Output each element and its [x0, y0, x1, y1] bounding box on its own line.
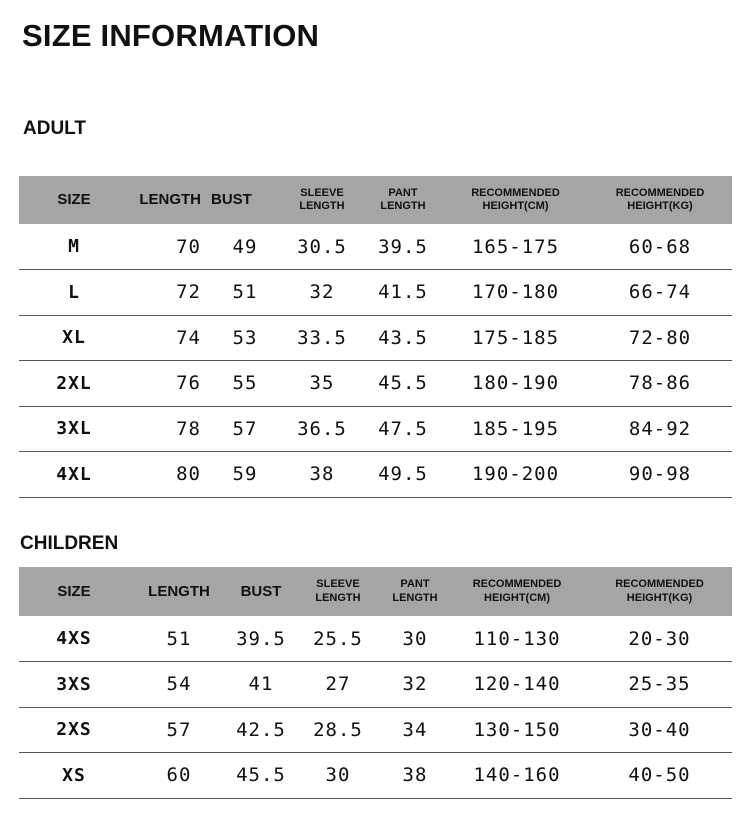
cell-bust: 45.5 — [229, 753, 293, 799]
cell-weight: 90-98 — [588, 452, 732, 498]
cell-weight: 72-80 — [588, 315, 732, 361]
cell-weight: 25-35 — [587, 662, 732, 708]
cell-length: 76 — [129, 361, 209, 407]
children-size-table — [19, 567, 732, 799]
header-size: SIZE — [57, 582, 91, 600]
cell-sleeve: 30.5 — [281, 224, 363, 270]
cell-height: 140-160 — [447, 753, 587, 799]
table-row — [19, 315, 732, 361]
cell-bust: 57 — [209, 406, 281, 452]
header-recommended-height: RECOMMENDED HEIGHT(CM) — [471, 186, 560, 212]
cell-size: L — [19, 270, 129, 316]
cell-size: XS — [19, 753, 129, 799]
cell-bust: 59 — [209, 452, 281, 498]
cell-sleeve: 25.5 — [293, 616, 383, 662]
cell-pant: 39.5 — [363, 224, 443, 270]
cell-height: 120-140 — [447, 662, 587, 708]
header-recommended-weight: RECOMMENDED HEIGHT(KG) — [615, 186, 705, 212]
cell-height: 180-190 — [443, 361, 588, 407]
cell-pant: 43.5 — [363, 315, 443, 361]
table-row — [19, 662, 732, 708]
cell-pant: 38 — [383, 753, 447, 799]
cell-pant: 34 — [383, 707, 447, 753]
cell-height: 130-150 — [447, 707, 587, 753]
cell-length: 74 — [129, 315, 209, 361]
cell-weight: 66-74 — [588, 270, 732, 316]
cell-height: 175-185 — [443, 315, 588, 361]
cell-weight: 78-86 — [588, 361, 732, 407]
cell-sleeve: 28.5 — [293, 707, 383, 753]
cell-height: 110-130 — [447, 616, 587, 662]
table-header-row — [19, 176, 732, 224]
cell-sleeve: 36.5 — [281, 406, 363, 452]
cell-sleeve: 33.5 — [281, 315, 363, 361]
table-row — [19, 270, 732, 316]
cell-length: 57 — [129, 707, 229, 753]
cell-weight: 40-50 — [587, 753, 732, 799]
table-row — [19, 753, 732, 799]
cell-length: 78 — [129, 406, 209, 452]
table-row — [19, 452, 732, 498]
table-row — [19, 406, 732, 452]
cell-bust: 49 — [209, 224, 281, 270]
cell-weight: 30-40 — [587, 707, 732, 753]
cell-length: 51 — [129, 616, 229, 662]
cell-sleeve: 38 — [281, 452, 363, 498]
cell-length: 72 — [129, 270, 209, 316]
table-row — [19, 224, 732, 270]
cell-weight: 60-68 — [588, 224, 732, 270]
header-pant-length: PANT LENGTH — [380, 186, 426, 212]
cell-weight: 84-92 — [588, 406, 732, 452]
cell-height: 185-195 — [443, 406, 588, 452]
cell-length: 80 — [129, 452, 209, 498]
header-pant-length: PANT LENGTH — [392, 578, 438, 604]
cell-size: M — [19, 224, 129, 270]
cell-height: 170-180 — [443, 270, 588, 316]
cell-weight: 20-30 — [587, 616, 732, 662]
cell-sleeve: 30 — [293, 753, 383, 799]
cell-pant: 32 — [383, 662, 447, 708]
cell-size: 3XS — [19, 662, 129, 708]
cell-height: 165-175 — [443, 224, 588, 270]
table-row — [19, 707, 732, 753]
cell-size: 3XL — [19, 406, 129, 452]
cell-size: 2XL — [19, 361, 129, 407]
cell-size: 4XL — [19, 452, 129, 498]
cell-height: 190-200 — [443, 452, 588, 498]
cell-sleeve: 35 — [281, 361, 363, 407]
table-row — [19, 616, 732, 662]
header-sleeve-length: SLEEVE LENGTH — [315, 578, 361, 604]
adult-size-table — [19, 176, 732, 498]
cell-bust: 55 — [209, 361, 281, 407]
cell-pant: 30 — [383, 616, 447, 662]
header-recommended-height: RECOMMENDED HEIGHT(CM) — [472, 578, 562, 604]
header-bust: BUST — [240, 582, 282, 600]
adult-section-title: ADULT — [23, 118, 86, 139]
header-bust: BUST — [211, 191, 252, 208]
table-header-row — [19, 567, 732, 616]
cell-pant: 41.5 — [363, 270, 443, 316]
children-section-title: CHILDREN — [20, 533, 119, 554]
header-length: LENGTH — [139, 191, 201, 208]
header-length: LENGTH — [148, 582, 210, 600]
cell-size: 2XS — [19, 707, 129, 753]
header-sleeve-length: SLEEVE LENGTH — [299, 186, 345, 212]
cell-bust: 39.5 — [229, 616, 293, 662]
page-title: SIZE INFORMATION — [22, 18, 320, 53]
cell-bust: 42.5 — [229, 707, 293, 753]
cell-sleeve: 27 — [293, 662, 383, 708]
cell-pant: 49.5 — [363, 452, 443, 498]
cell-length: 60 — [129, 753, 229, 799]
table-row — [19, 361, 732, 407]
cell-sleeve: 32 — [281, 270, 363, 316]
header-size: SIZE — [57, 191, 91, 208]
cell-size: XL — [19, 315, 129, 361]
cell-length: 70 — [129, 224, 209, 270]
header-recommended-weight: RECOMMENDED HEIGHT(KG) — [615, 578, 704, 604]
cell-pant: 45.5 — [363, 361, 443, 407]
cell-bust: 41 — [229, 662, 293, 708]
cell-bust: 53 — [209, 315, 281, 361]
cell-pant: 47.5 — [363, 406, 443, 452]
cell-size: 4XS — [19, 616, 129, 662]
cell-length: 54 — [129, 662, 229, 708]
cell-bust: 51 — [209, 270, 281, 316]
